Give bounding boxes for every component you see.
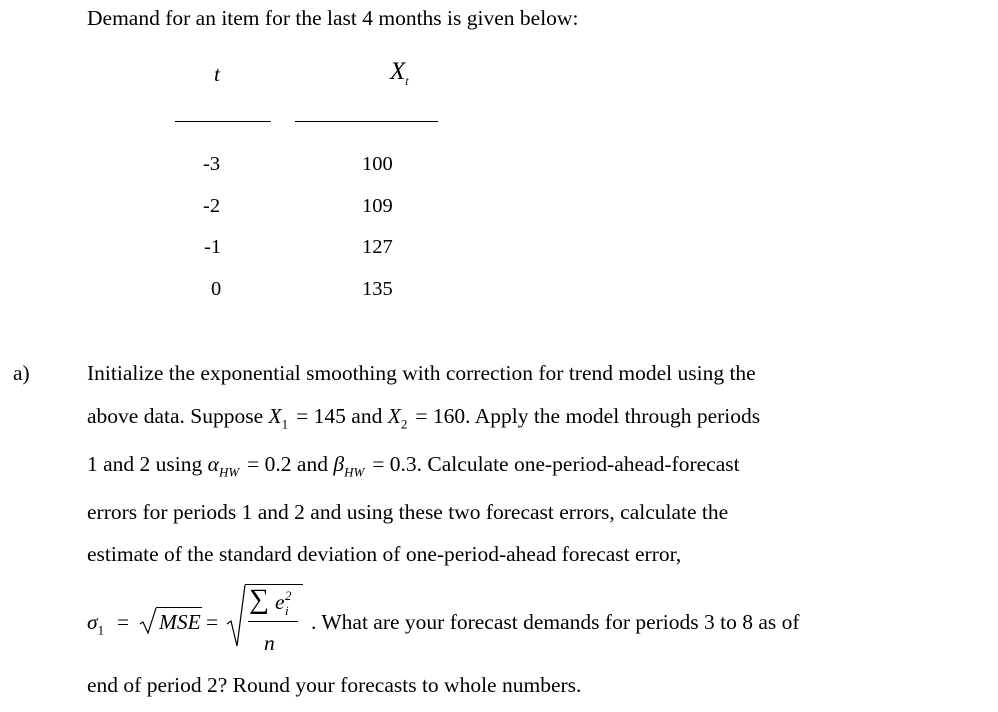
- question-line-7: end of period 2? Round your forecasts to whole numbers.: [87, 673, 582, 697]
- e-variable: e: [275, 590, 285, 614]
- question-line-4: errors for periods 1 and 2 and using these two forecast errors, calculate the: [87, 500, 729, 524]
- table-cell-t: 0: [211, 278, 222, 300]
- sum-symbol: ∑: [249, 584, 269, 615]
- intro-text: Demand for an item for the last 4 months is given below:: [87, 6, 579, 30]
- equals-1: =: [117, 610, 130, 634]
- table-cell-t: -1: [204, 236, 222, 258]
- table-rule-t: [175, 121, 271, 122]
- table-cell-x: 109: [362, 195, 393, 217]
- question-line-5: estimate of the standard deviation of one-period-ahead forecast error,: [87, 542, 682, 566]
- table-cell-x: 100: [362, 153, 393, 175]
- table-cell-t: -3: [203, 153, 221, 175]
- mse-text: MSE: [159, 610, 201, 634]
- table-header-t: t: [214, 62, 220, 86]
- equals-2: =: [206, 610, 219, 634]
- sqrt-symbol: [140, 607, 158, 635]
- question-line-2: above data. Suppose $X_1 = 145$ and $X_2 = 160$. Apply the model through periods: [87, 404, 761, 432]
- fraction-bar: [248, 621, 298, 622]
- e-superscript: 2: [285, 588, 292, 603]
- question-line-1: Initialize the exponential smoothing with correction for trend model using the: [87, 361, 756, 385]
- table-cell-t: -2: [203, 195, 221, 217]
- e-subscript: i: [285, 603, 289, 618]
- question-line-6: . What are your forecast demands for periods 3 to 8 as of: [311, 610, 800, 634]
- sigma-symbol: $\sigma_1$: [87, 610, 105, 638]
- sqrt-bar: [156, 607, 202, 608]
- table-rule-x: [295, 121, 438, 122]
- table-cell-x: 135: [362, 278, 393, 300]
- question-label: a): [13, 361, 30, 385]
- question-line-3: 1 and 2 using $\alpha_{HW} = 0.2$ and $\beta_{HW} = 0.3$. Calculate one-period-ahead-forecast: [87, 452, 740, 480]
- table-cell-x: 127: [362, 236, 393, 258]
- table-header-x: $X_t$: [390, 58, 409, 88]
- sqrt-symbol-large: [227, 584, 247, 648]
- n-denominator: n: [264, 631, 275, 655]
